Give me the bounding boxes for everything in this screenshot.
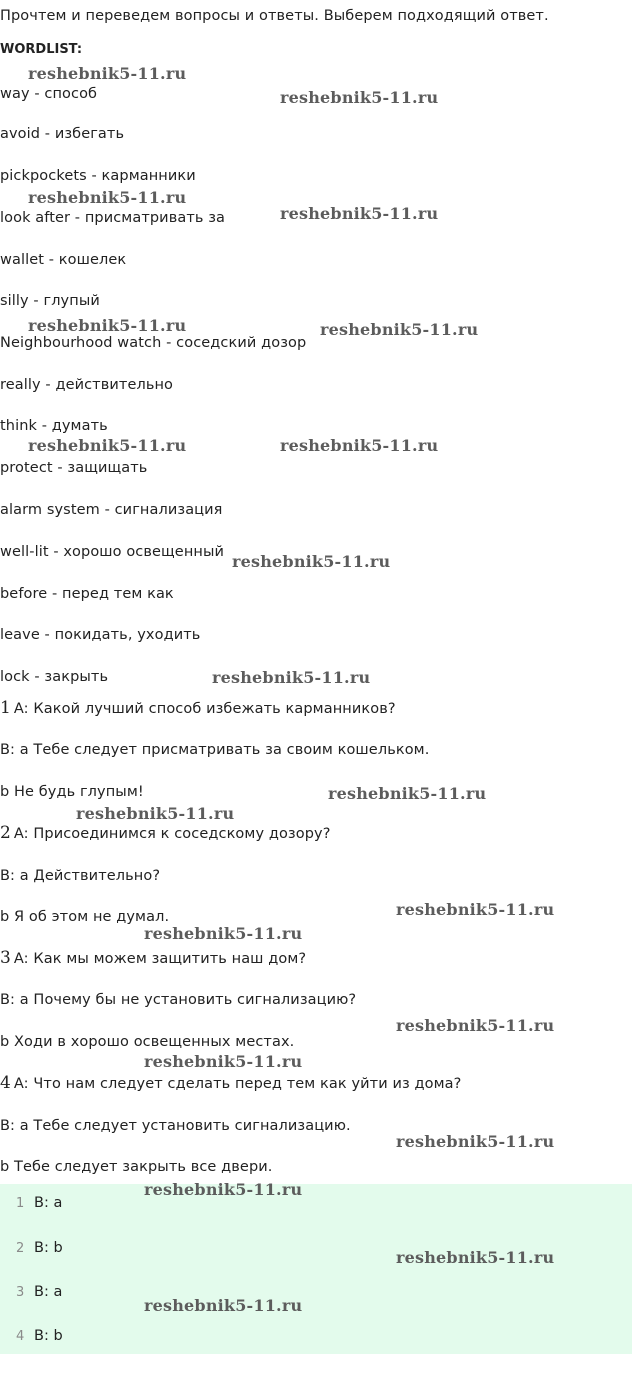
question-4: [0, 1073, 461, 1094]
answer-row: [16, 1193, 62, 1214]
instruction-text: Прочтем и переведем вопросы и ответы. Выберем подходящий ответ.: [0, 8, 549, 24]
wordlist-item: well-lit - хорошо освещенный: [0, 544, 225, 560]
watermark: reshebnik5-11.ru: [280, 88, 439, 107]
watermark: reshebnik5-11.ru: [212, 668, 371, 687]
watermark: reshebnik5-11.ru: [76, 804, 235, 823]
question-number: 4: [0, 1073, 11, 1093]
wordlist-item: think - думать: [0, 418, 108, 434]
wordlist-item: silly - глупый: [0, 293, 100, 309]
answer-row: [16, 1326, 63, 1347]
answer-row: [16, 1282, 62, 1303]
watermark: reshebnik5-11.ru: [396, 1132, 555, 1151]
watermark: reshebnik5-11.ru: [28, 188, 187, 207]
watermark: reshebnik5-11.ru: [396, 1248, 555, 1267]
wordlist-heading: WORDLIST:: [0, 42, 83, 57]
answer-number: 1: [16, 1196, 25, 1211]
question-3: [0, 948, 306, 969]
answer-number: 3: [16, 1285, 25, 1300]
wordlist-item: avoid - избегать: [0, 126, 125, 142]
wordlist-item: lock - закрыть: [0, 669, 109, 685]
watermark: reshebnik5-11.ru: [144, 1052, 303, 1071]
wordlist-item: Neighbourhood watch - соседский дозор: [0, 335, 307, 351]
watermark: reshebnik5-11.ru: [144, 924, 303, 943]
answers-block: [0, 1184, 632, 1354]
watermark: reshebnik5-11.ru: [144, 1180, 303, 1199]
wordlist-item: look after - присматривать за: [0, 210, 226, 226]
question-number: 2: [0, 823, 11, 843]
watermark: reshebnik5-11.ru: [144, 1296, 303, 1315]
wordlist-item: alarm system - сигнализация: [0, 502, 223, 518]
wordlist-item: way - способ: [0, 86, 98, 102]
answer-text: B: a: [34, 1195, 63, 1211]
answer-option-b: b Тебе следует закрыть все двери.: [0, 1159, 273, 1175]
watermark: reshebnik5-11.ru: [396, 1016, 555, 1035]
question-1: [0, 698, 396, 719]
wordlist-item: before - перед тем как: [0, 586, 174, 602]
question-text: A: Как мы можем защитить наш дом?: [13, 951, 307, 967]
answer-option-a: B: a Тебе следует присматривать за своим кошельком.: [0, 742, 430, 758]
answer-option-b: b Не будь глупым!: [0, 784, 144, 800]
watermark: reshebnik5-11.ru: [28, 316, 187, 335]
answer-number: 4: [16, 1329, 25, 1344]
question-text: A: Что нам следует сделать перед тем как уйти из дома?: [13, 1076, 462, 1092]
answer-option-b: b Ходи в хорошо освещенных местах.: [0, 1034, 295, 1050]
wordlist-item: pickpockets - карманники: [0, 168, 196, 184]
wordlist-item: protect - защищать: [0, 460, 148, 476]
answer-text: B: b: [34, 1328, 63, 1344]
answer-option-a: B: a Почему бы не установить сигнализацию?: [0, 992, 357, 1008]
answer-option-a: B: a Действительно?: [0, 868, 161, 884]
watermark: reshebnik5-11.ru: [320, 320, 479, 339]
answer-option-a: B: a Тебе следует установить сигнализацию.: [0, 1118, 351, 1134]
question-text: A: Какой лучший способ избежать карманников?: [13, 701, 396, 717]
watermark: reshebnik5-11.ru: [280, 436, 439, 455]
watermark: reshebnik5-11.ru: [28, 436, 187, 455]
watermark: reshebnik5-11.ru: [232, 552, 391, 571]
question-number: 1: [0, 698, 11, 718]
watermark: reshebnik5-11.ru: [28, 64, 187, 83]
answer-row: [16, 1238, 63, 1259]
answer-text: B: b: [34, 1240, 63, 1256]
watermark: reshebnik5-11.ru: [396, 900, 555, 919]
wordlist-item: really - действительно: [0, 377, 174, 393]
watermark: reshebnik5-11.ru: [328, 784, 487, 803]
question-text: A: Присоединимся к соседскому дозору?: [13, 826, 331, 842]
watermark: reshebnik5-11.ru: [280, 204, 439, 223]
answer-text: B: a: [34, 1284, 63, 1300]
question-number: 3: [0, 948, 11, 968]
question-2: [0, 823, 331, 844]
wordlist-item: wallet - кошелек: [0, 252, 127, 268]
answer-number: 2: [16, 1241, 25, 1256]
wordlist-item: leave - покидать, уходить: [0, 627, 201, 643]
answer-option-b: b Я об этом не думал.: [0, 909, 170, 925]
